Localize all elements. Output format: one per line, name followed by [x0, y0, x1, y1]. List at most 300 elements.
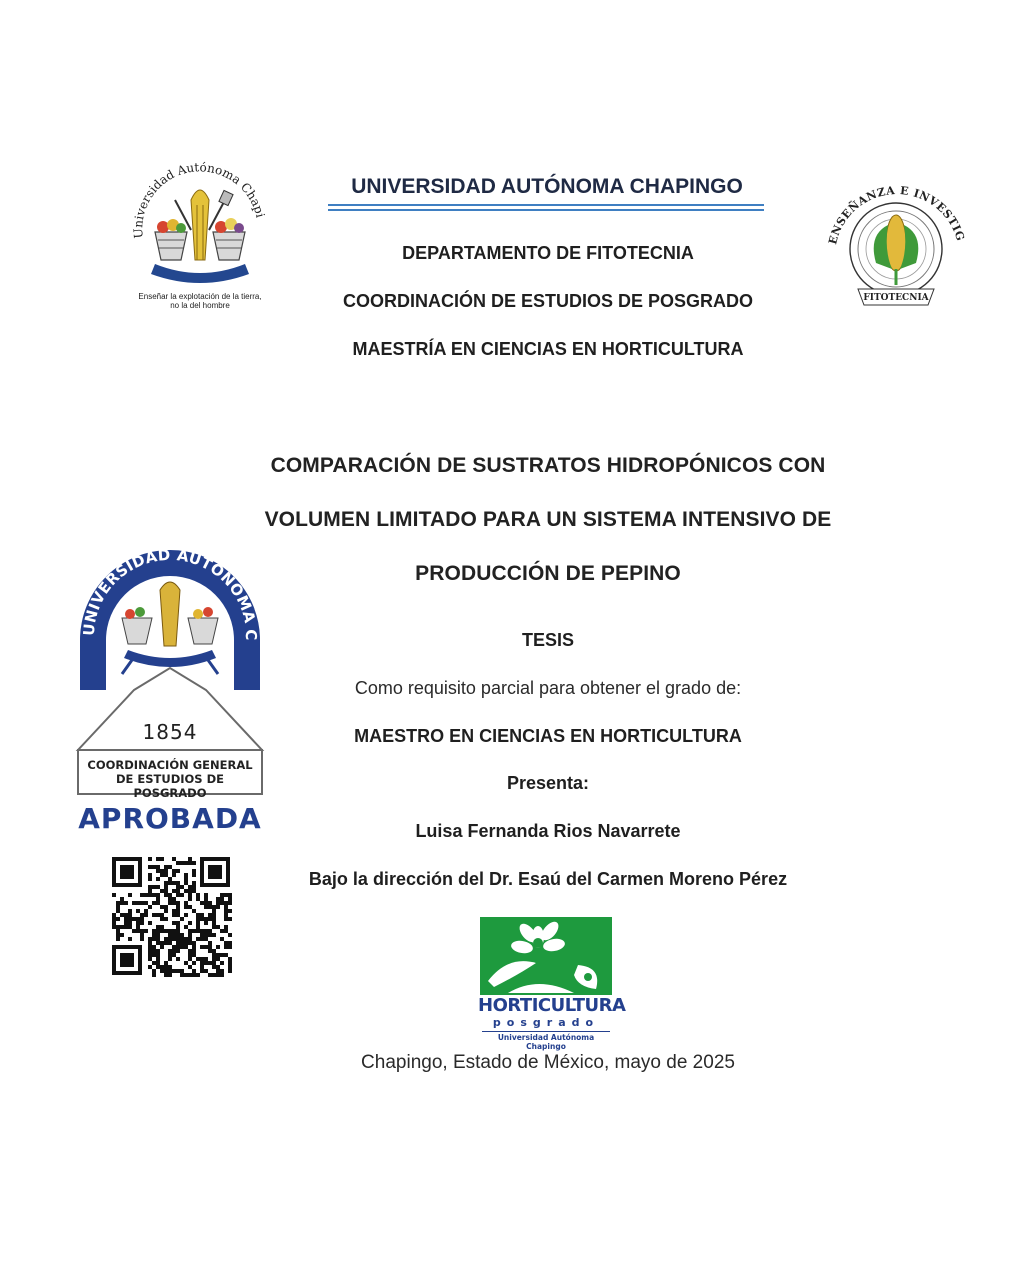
- qr-module: [112, 921, 116, 925]
- qr-module: [136, 909, 140, 913]
- qr-module: [196, 921, 200, 925]
- qr-module: [164, 869, 168, 873]
- qr-module: [200, 933, 204, 937]
- qr-module: [228, 961, 232, 965]
- qr-module: [164, 889, 168, 893]
- emblem-ring-text: ENSEÑANZA E INVESTIG: [826, 183, 968, 246]
- qr-module: [208, 933, 212, 937]
- qr-module: [160, 969, 164, 973]
- horticultura-logo-icon: [478, 915, 626, 1051]
- qr-module: [204, 945, 208, 949]
- qr-module: [188, 897, 192, 901]
- qr-module: [144, 913, 148, 917]
- qr-module: [148, 857, 152, 861]
- qr-module: [188, 929, 192, 933]
- qr-module: [164, 881, 168, 885]
- qr-module: [168, 893, 172, 897]
- qr-module: [164, 885, 168, 889]
- qr-module: [160, 889, 164, 893]
- qr-module: [168, 877, 172, 881]
- qr-module: [220, 929, 224, 933]
- qr-module: [188, 893, 192, 897]
- qr-module: [184, 941, 188, 945]
- qr-module: [112, 913, 116, 917]
- qr-module: [184, 905, 188, 909]
- qr-module: [120, 901, 124, 905]
- thesis-title-line2: VOLUMEN LIMITADO PARA UN SISTEMA INTENSIVO DE: [264, 508, 832, 531]
- qr-module: [128, 909, 132, 913]
- qr-module: [156, 865, 160, 869]
- qr-module: [148, 957, 152, 961]
- qr-module: [224, 953, 228, 957]
- qr-module: [148, 877, 152, 881]
- qr-module: [164, 929, 168, 933]
- qr-module: [216, 973, 220, 977]
- qr-module: [208, 973, 212, 977]
- qr-module: [156, 913, 160, 917]
- qr-module: [152, 953, 156, 957]
- qr-module: [192, 941, 196, 945]
- qr-module: [120, 897, 124, 901]
- qr-module: [156, 957, 160, 961]
- qr-module: [168, 937, 172, 941]
- qr-module: [152, 893, 156, 897]
- qr-module: [228, 957, 232, 961]
- qr-module: [228, 909, 232, 913]
- qr-module: [152, 945, 156, 949]
- stamp-office-line1: COORDINACIÓN GENERAL: [87, 758, 253, 772]
- university-crest-icon: [125, 160, 275, 310]
- qr-module: [184, 937, 188, 941]
- qr-module: [188, 973, 192, 977]
- qr-module: [212, 921, 216, 925]
- qr-module: [172, 933, 176, 937]
- qr-module: [144, 901, 148, 905]
- qr-module: [192, 861, 196, 865]
- qr-module: [172, 953, 176, 957]
- qr-module: [212, 953, 216, 957]
- qr-module: [196, 973, 200, 977]
- crest-ring-text: Universidad Autónoma Chapi: [131, 160, 268, 239]
- qr-module: [216, 925, 220, 929]
- qr-module: [156, 941, 160, 945]
- qr-module: [196, 893, 200, 897]
- qr-module: [156, 885, 160, 889]
- degree-name: MAESTRO EN CIENCIAS EN HORTICULTURA: [354, 726, 742, 746]
- qr-module: [136, 901, 140, 905]
- qr-module: [176, 933, 180, 937]
- qr-module: [200, 937, 204, 941]
- qr-module: [156, 933, 160, 937]
- qr-module: [184, 913, 188, 917]
- qr-module: [156, 953, 160, 957]
- qr-module: [208, 961, 212, 965]
- qr-module: [180, 937, 184, 941]
- document-type: TESIS: [521, 630, 574, 650]
- qr-module: [160, 913, 164, 917]
- qr-module: [228, 969, 232, 973]
- qr-module: [172, 937, 176, 941]
- qr-module: [164, 917, 168, 921]
- qr-module: [212, 917, 216, 921]
- qr-module: [132, 901, 136, 905]
- qr-module: [160, 925, 164, 929]
- qr-module: [204, 961, 208, 965]
- qr-module: [216, 957, 220, 961]
- department: DEPARTAMENTO DE FITOTECNIA: [402, 243, 694, 263]
- qr-module: [212, 909, 216, 913]
- qr-module: [120, 913, 124, 917]
- qr-module: [172, 929, 176, 933]
- qr-module: [156, 929, 160, 933]
- qr-module: [140, 913, 144, 917]
- qr-module: [172, 921, 176, 925]
- qr-module: [212, 961, 216, 965]
- qr-module: [200, 969, 204, 973]
- qr-module: [196, 937, 200, 941]
- thesis-title-line1: COMPARACIÓN DE SUSTRATOS HIDROPÓNICOS CON: [270, 454, 826, 477]
- qr-module: [228, 965, 232, 969]
- qr-module: [228, 941, 232, 945]
- qr-module: [188, 937, 192, 941]
- qr-module: [156, 893, 160, 897]
- qr-module: [224, 913, 228, 917]
- qr-module: [140, 901, 144, 905]
- qr-module: [148, 921, 152, 925]
- qr-module: [188, 941, 192, 945]
- qr-module: [184, 945, 188, 949]
- qr-module: [212, 949, 216, 953]
- qr-module: [220, 937, 224, 941]
- qr-module: [192, 973, 196, 977]
- qr-module: [140, 921, 144, 925]
- qr-module: [200, 901, 204, 905]
- qr-module: [116, 901, 120, 905]
- qr-module: [208, 949, 212, 953]
- qr-module: [128, 893, 132, 897]
- qr-module: [128, 913, 132, 917]
- qr-module: [212, 913, 216, 917]
- qr-module: [180, 941, 184, 945]
- qr-module: [124, 913, 128, 917]
- qr-module: [200, 917, 204, 921]
- qr-module: [204, 933, 208, 937]
- qr-module: [116, 929, 120, 933]
- qr-module: [176, 921, 180, 925]
- qr-module: [224, 917, 228, 921]
- qr-module: [152, 973, 156, 977]
- qr-module: [220, 901, 224, 905]
- qr-module: [184, 961, 188, 965]
- qr-module: [200, 945, 204, 949]
- qr-module: [124, 917, 128, 921]
- qr-module: [164, 865, 168, 869]
- qr-module: [192, 949, 196, 953]
- qr-module: [136, 917, 140, 921]
- qr-module: [216, 965, 220, 969]
- qr-module: [152, 885, 156, 889]
- horticultura-rule: [482, 1031, 610, 1032]
- qr-module: [168, 953, 172, 957]
- qr-module: [212, 965, 216, 969]
- qr-module: [224, 905, 228, 909]
- qr-module: [204, 897, 208, 901]
- qr-module: [212, 925, 216, 929]
- qr-module: [148, 965, 152, 969]
- qr-module: [192, 969, 196, 973]
- qr-module: [140, 917, 144, 921]
- qr-module: [140, 937, 144, 941]
- qr-module: [224, 925, 228, 929]
- advisor-line: Bajo la dirección del Dr. Esaú del Carmen Moreno Pérez: [308, 869, 788, 889]
- qr-module: [172, 889, 176, 893]
- qr-module: [208, 917, 212, 921]
- qr-module: [180, 969, 184, 973]
- qr-module: [172, 869, 176, 873]
- qr-module: [176, 905, 180, 909]
- qr-module: [192, 953, 196, 957]
- qr-module: [156, 965, 160, 969]
- qr-module: [204, 905, 208, 909]
- qr-module: [176, 969, 180, 973]
- qr-module: [164, 965, 168, 969]
- qr-module: [176, 929, 180, 933]
- qr-module: [128, 917, 132, 921]
- qr-module: [124, 925, 128, 929]
- qr-module: [128, 925, 132, 929]
- qr-module: [168, 929, 172, 933]
- qr-module: [156, 897, 160, 901]
- qr-module: [228, 893, 232, 897]
- qr-module: [172, 909, 176, 913]
- qr-module: [196, 913, 200, 917]
- qr-module: [196, 897, 200, 901]
- qr-module: [212, 957, 216, 961]
- qr-module: [176, 909, 180, 913]
- qr-module: [160, 905, 164, 909]
- qr-module: [152, 929, 156, 933]
- place-date: Chapingo, Estado de México, mayo de 2025: [361, 1052, 735, 1073]
- qr-module: [164, 909, 168, 913]
- qr-module: [188, 861, 192, 865]
- qr-module: [208, 945, 212, 949]
- qr-module: [204, 937, 208, 941]
- qr-module: [152, 933, 156, 937]
- qr-module: [200, 965, 204, 969]
- qr-module: [212, 905, 216, 909]
- qr-module: [168, 969, 172, 973]
- qr-module: [176, 941, 180, 945]
- qr-module: [168, 901, 172, 905]
- qr-module: [204, 901, 208, 905]
- qr-module: [204, 969, 208, 973]
- qr-module: [224, 945, 228, 949]
- qr-module: [220, 953, 224, 957]
- qr-module: [156, 877, 160, 881]
- qr-module: [148, 873, 152, 877]
- qr-module: [164, 905, 168, 909]
- qr-module: [180, 917, 184, 921]
- qr-module: [132, 917, 136, 921]
- qr-module: [188, 905, 192, 909]
- qr-module: [188, 857, 192, 861]
- qr-module: [188, 933, 192, 937]
- qr-module: [124, 901, 128, 905]
- qr-module: [148, 953, 152, 957]
- qr-module: [152, 969, 156, 973]
- qr-module: [168, 881, 172, 885]
- qr-module: [176, 861, 180, 865]
- qr-module: [168, 965, 172, 969]
- qr-module: [164, 941, 168, 945]
- qr-module: [184, 973, 188, 977]
- qr-module: [176, 937, 180, 941]
- qr-module: [212, 933, 216, 937]
- qr-module: [156, 949, 160, 953]
- qr-module: [156, 937, 160, 941]
- horticultura-sub: posgrado: [492, 1016, 600, 1029]
- qr-module: [140, 929, 144, 933]
- qr-module: [172, 901, 176, 905]
- qr-module: [216, 953, 220, 957]
- qr-module: [116, 937, 120, 941]
- qr-module: [208, 901, 212, 905]
- qr-module: [148, 945, 152, 949]
- qr-module: [164, 893, 168, 897]
- qr-module: [180, 945, 184, 949]
- qr-module: [148, 889, 152, 893]
- qr-module: [144, 893, 148, 897]
- coordination: COORDINACIÓN DE ESTUDIOS DE POSGRADO: [342, 291, 754, 311]
- qr-module: [120, 933, 124, 937]
- qr-module: [224, 909, 228, 913]
- qr-module: [172, 873, 176, 877]
- qr-module: [172, 857, 176, 861]
- qr-module: [156, 857, 160, 861]
- horticultura-name: HORTICULTURA: [478, 995, 626, 1016]
- qr-module: [148, 941, 152, 945]
- qr-module: [116, 905, 120, 909]
- qr-module: [144, 909, 148, 913]
- qr-module: [168, 973, 172, 977]
- qr-module: [168, 957, 172, 961]
- qr-module: [168, 897, 172, 901]
- qr-module: [200, 961, 204, 965]
- qr-module: [208, 913, 212, 917]
- qr-module: [228, 933, 232, 937]
- qr-module: [164, 973, 168, 977]
- qr-module: [220, 897, 224, 901]
- qr-module: [112, 925, 116, 929]
- qr-module: [164, 961, 168, 965]
- emblem-label: FITOTECNIA: [863, 293, 929, 303]
- title-underline-bottom: [328, 209, 764, 211]
- author-name: Luisa Fernanda Rios Navarrete: [415, 821, 681, 841]
- qr-module: [148, 937, 152, 941]
- qr-module: [128, 937, 132, 941]
- qr-module: [116, 909, 120, 913]
- qr-module: [196, 925, 200, 929]
- qr-module: [192, 961, 196, 965]
- qr-module: [152, 913, 156, 917]
- qr-module: [176, 913, 180, 917]
- qr-module: [196, 957, 200, 961]
- qr-module: [180, 973, 184, 977]
- qr-module: [224, 929, 228, 933]
- qr-module: [152, 865, 156, 869]
- qr-module: [208, 941, 212, 945]
- qr-module: [200, 957, 204, 961]
- qr-module: [188, 965, 192, 969]
- qr-module: [120, 925, 124, 929]
- program: MAESTRÍA EN CIENCIAS EN HORTICULTURA: [352, 339, 744, 359]
- qr-module: [148, 949, 152, 953]
- qr-module: [192, 909, 196, 913]
- stamp-status: APROBADA: [78, 802, 262, 835]
- qr-module: [228, 897, 232, 901]
- stamp-office-line2: DE ESTUDIOS DE POSGRADO: [115, 772, 224, 800]
- qr-module: [204, 893, 208, 897]
- qr-module: [228, 917, 232, 921]
- qr-module: [128, 921, 132, 925]
- qr-module: [160, 869, 164, 873]
- qr-module: [156, 869, 160, 873]
- qr-module: [196, 917, 200, 921]
- qr-module: [180, 893, 184, 897]
- qr-module: [220, 973, 224, 977]
- qr-module: [184, 861, 188, 865]
- qr-module: [136, 921, 140, 925]
- qr-module: [168, 865, 172, 869]
- qr-module: [176, 893, 180, 897]
- qr-module: [164, 969, 168, 973]
- qr-module: [112, 893, 116, 897]
- qr-module: [212, 973, 216, 977]
- qr-module: [188, 949, 192, 953]
- qr-module: [168, 941, 172, 945]
- qr-module: [152, 949, 156, 953]
- qr-module: [216, 969, 220, 973]
- qr-module: [136, 925, 140, 929]
- qr-module: [168, 933, 172, 937]
- qr-module: [168, 949, 172, 953]
- qr-module: [148, 905, 152, 909]
- qr-module: [228, 945, 232, 949]
- qr-module: [172, 949, 176, 953]
- qr-module: [224, 893, 228, 897]
- qr-module: [180, 933, 184, 937]
- qr-module: [148, 893, 152, 897]
- qr-module: [148, 865, 152, 869]
- qr-module: [192, 929, 196, 933]
- qr-module: [172, 945, 176, 949]
- qr-module: [216, 945, 220, 949]
- qr-module: [204, 921, 208, 925]
- qr-module: [220, 893, 224, 897]
- horticultura-institution: Universidad Autónoma Chapingo: [497, 1033, 595, 1051]
- degree-requirement: Como requisito parcial para obtener el grado de:: [354, 678, 742, 698]
- qr-module: [160, 929, 164, 933]
- qr-module: [144, 929, 148, 933]
- qr-module: [204, 929, 208, 933]
- qr-module: [208, 929, 212, 933]
- qr-module: [160, 857, 164, 861]
- qr-module: [224, 941, 228, 945]
- qr-module: [176, 901, 180, 905]
- qr-module: [172, 913, 176, 917]
- qr-module: [156, 925, 160, 929]
- qr-module: [160, 941, 164, 945]
